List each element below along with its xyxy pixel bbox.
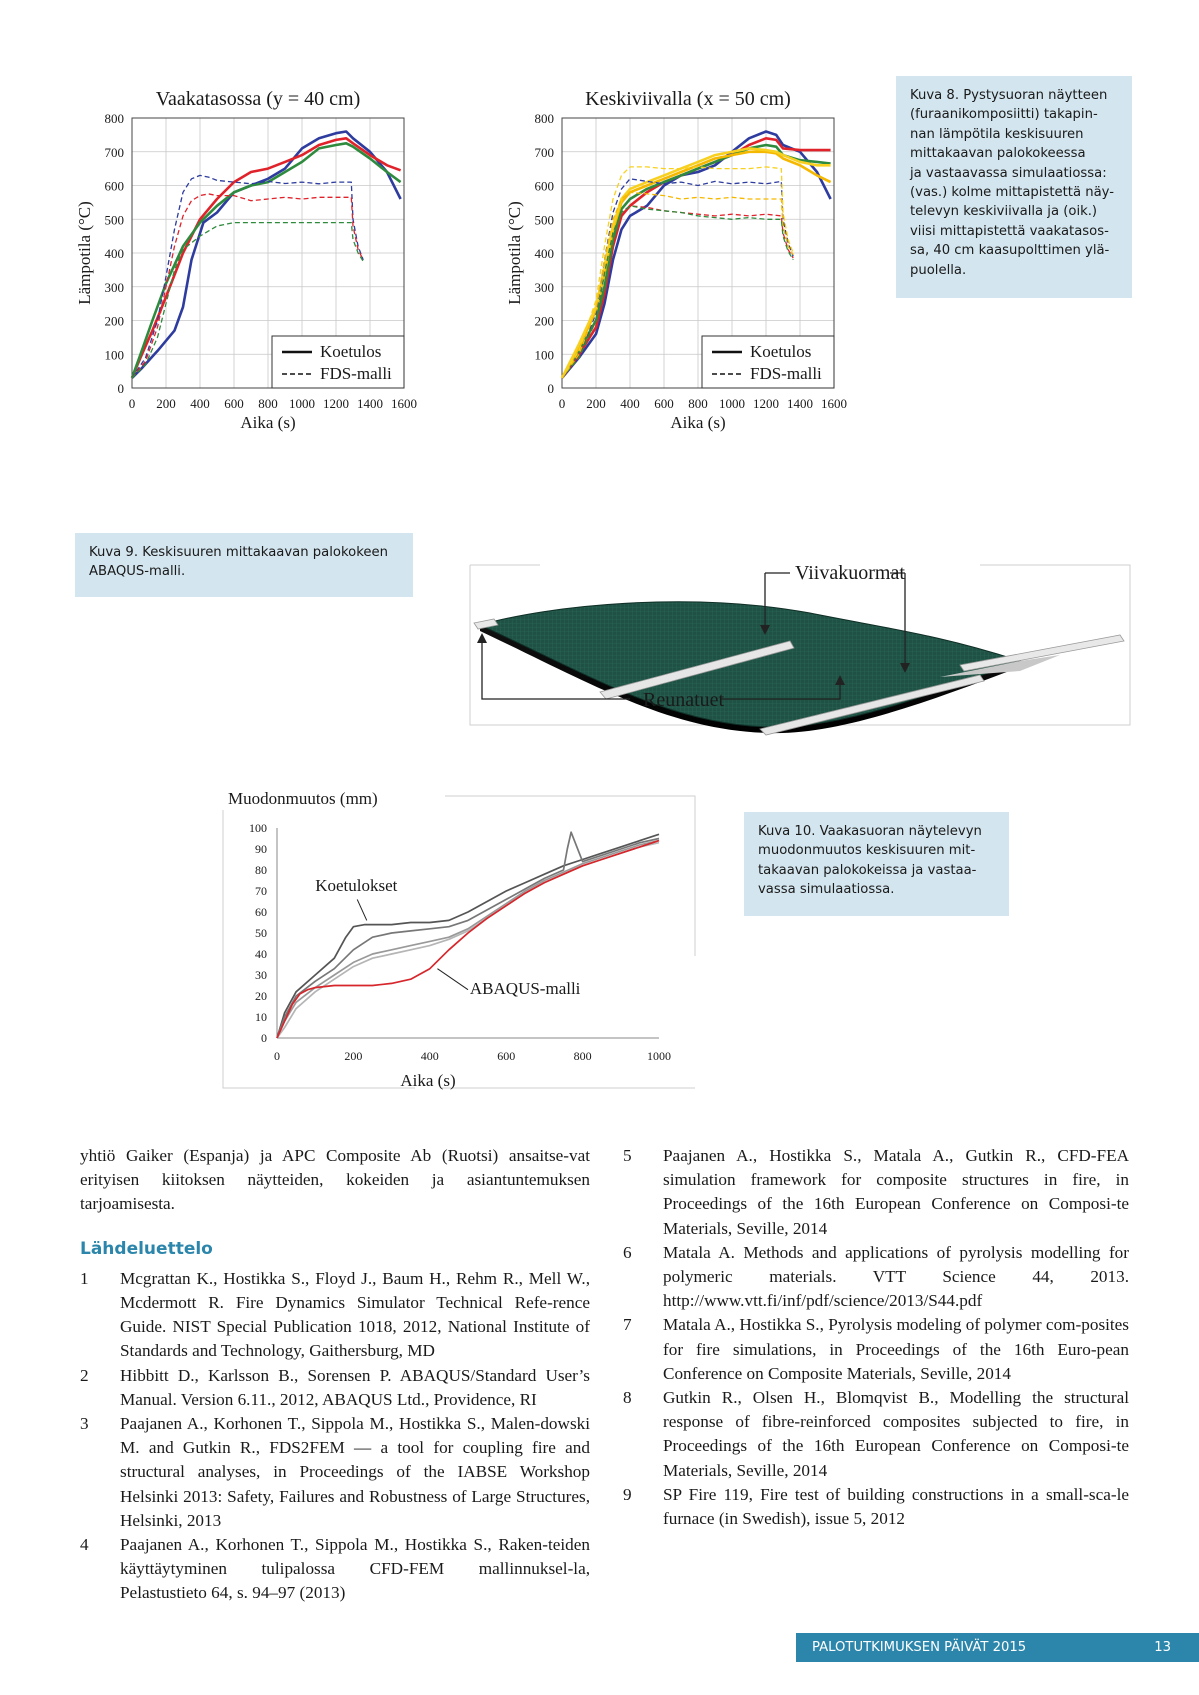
y-tick-label: 60 xyxy=(255,905,267,919)
deformation-series-line xyxy=(277,843,659,1038)
x-tick-label: 400 xyxy=(620,396,640,411)
x-tick-label: 800 xyxy=(573,1049,592,1063)
y-tick-label: 100 xyxy=(104,347,124,363)
x-tick-label: 1200 xyxy=(753,396,779,411)
x-tick-label: 600 xyxy=(224,396,244,411)
x-tick-label: 600 xyxy=(497,1049,516,1063)
y-tick-label: 500 xyxy=(534,212,554,228)
viivakuormat-label: Viivakuormat xyxy=(795,562,905,584)
legend-entry: Koetulos xyxy=(320,342,382,361)
caption-line: puolella. xyxy=(910,262,967,278)
y-axis-label: Lämpotila (°C) xyxy=(505,201,524,305)
references-heading: Lähdeluettelo xyxy=(80,1238,213,1259)
caption-line: nan lämpötila keskisuuren xyxy=(910,126,1084,142)
legend-entry: Koetulos xyxy=(750,342,812,361)
annotation-pointer xyxy=(357,899,367,920)
reference-number: 6 xyxy=(623,1242,632,1262)
legend-entry: FDS-malli xyxy=(750,364,822,383)
y-tick-label: 200 xyxy=(534,313,554,329)
caption-line: televyn keskiviivalla ja (oik.) xyxy=(910,204,1098,220)
chart-title: Keskiviivalla (x = 50 cm) xyxy=(585,88,791,110)
y-tick-label: 600 xyxy=(104,178,124,194)
reference-number: 3 xyxy=(80,1414,89,1434)
y-tick-label: 30 xyxy=(255,968,267,982)
reference-text: Paajanen A., Hostikka S., Matala A., Gutkin R., CFD-FEA simulation framework for composite structures in fire, in Proceedings of the 16th European Conference on Composi-te Materials, Seville, 2014 xyxy=(663,1146,1129,1238)
deformation-chart xyxy=(215,780,695,1110)
reference-number: 2 xyxy=(80,1365,89,1385)
reference-text: Matala A. Methods and applications of pyrolysis modelling for polymeric materials. VTT Science 44, 2013. http://www.vtt.fi/inf/pdf/science/2013/S44.pdf xyxy=(663,1242,1129,1311)
reference-item xyxy=(623,1483,1129,1531)
temperature-chart-horizontal xyxy=(70,78,450,473)
reference-item xyxy=(623,1313,1129,1386)
x-tick-label: 1000 xyxy=(719,396,745,411)
y-tick-label: 90 xyxy=(255,842,267,856)
x-tick-label: 0 xyxy=(274,1049,280,1063)
deformation-series-line xyxy=(277,832,659,1038)
annotation-abaqus: ABAQUS-malli xyxy=(469,978,581,998)
caption-line: Kuva 8. Pystysuoran näytteen xyxy=(910,88,1108,103)
chart-horizontal-svg xyxy=(70,78,450,473)
caption-line: mittakaavan palokokeessa xyxy=(910,146,1086,162)
reference-item xyxy=(80,1412,590,1533)
y-tick-label: 200 xyxy=(104,313,124,329)
deformation-chart-svg xyxy=(215,780,695,1110)
y-tick-label: 400 xyxy=(104,246,124,261)
y-axis-label: Lämpotila (°C) xyxy=(75,201,94,305)
x-axis-label: Aika (s) xyxy=(240,413,296,432)
y-tick-label: 80 xyxy=(255,863,267,877)
y-tick-label: 100 xyxy=(534,347,554,363)
temperature-chart-centerline xyxy=(500,78,880,473)
y-tick-label: 800 xyxy=(104,111,124,126)
y-tick-label: 20 xyxy=(255,989,267,1003)
reference-item xyxy=(80,1533,590,1606)
y-tick-label: 700 xyxy=(104,144,124,160)
reference-text: Hibbitt D., Karlsson B., Sorensen P. ABAQUS/Standard User’s Manual. Version 6.11., 2012, ABAQUS Ltd., Providence, RI xyxy=(120,1365,590,1409)
x-axis-label: Aika (s) xyxy=(670,413,726,432)
right-column xyxy=(623,1144,1129,1531)
x-tick-label: 400 xyxy=(420,1049,439,1063)
y-tick-label: 0 xyxy=(117,381,124,396)
caption-line: sa, 40 cm kaasupolttimen ylä- xyxy=(910,243,1110,259)
reference-number: 4 xyxy=(80,1535,89,1555)
y-tick-label: 800 xyxy=(534,111,554,126)
y-tick-label: 50 xyxy=(255,926,267,940)
y-tick-label: 700 xyxy=(534,144,554,160)
x-tick-label: 800 xyxy=(258,396,278,411)
reference-number: 5 xyxy=(623,1146,632,1165)
reference-number: 8 xyxy=(623,1388,632,1408)
reference-number: 9 xyxy=(623,1484,632,1504)
x-tick-label: 1600 xyxy=(821,396,847,411)
y-tick-label: 300 xyxy=(534,279,554,295)
reunatuet-label: Reunatuet xyxy=(643,689,725,711)
reference-number: 7 xyxy=(623,1315,632,1335)
footer-title: PALOTUTKIMUKSEN PÄIVÄT 2015 xyxy=(812,1640,1027,1655)
figure8-caption xyxy=(896,76,1132,298)
reference-text: SP Fire 119, Fire test of building constructions in a small-sca-le furnace (in Swedish), issue 5, 2012 xyxy=(663,1484,1129,1529)
abaqus-model-figure xyxy=(460,555,1140,780)
caption-line: vassa simulaatiossa. xyxy=(758,882,895,898)
caption-line: ABAQUS-malli. xyxy=(89,564,186,580)
y-tick-label: 0 xyxy=(547,381,554,396)
left-column xyxy=(80,1144,590,1606)
x-tick-label: 0 xyxy=(558,396,566,411)
reference-item xyxy=(80,1364,590,1412)
intro-paragraph: yhtiö Gaiker (Espanja) ja APC Composite Ab (Ruotsi) ansaitse-vat erityisen kiitoksen näytteiden, kokeiden ja asiantuntemuksen tarjoamisesta. xyxy=(80,1146,590,1214)
x-tick-label: 800 xyxy=(688,396,708,411)
y-tick-label: 400 xyxy=(534,246,554,261)
y-tick-label: 0 xyxy=(261,1031,267,1045)
x-tick-label: 1000 xyxy=(289,396,315,411)
caption-line: ja vastaavassa simulaatiossa: xyxy=(910,165,1107,181)
y-tick-label: 100 xyxy=(249,821,267,835)
reference-text: Paajanen A., Korhonen T., Sippola M., Hostikka S., Raken-teiden käyttäytyminen tulipalossa CFD-FEM mallinnuksel-la, Pelastustieto 64, s. 94–97 (2013) xyxy=(120,1535,590,1603)
annotation-koetulokset: Koetulokset xyxy=(315,876,398,895)
reference-number: 1 xyxy=(80,1268,89,1288)
y-tick-label: 300 xyxy=(104,279,124,295)
reference-item xyxy=(80,1267,590,1364)
reference-text: Gutkin R., Olsen H., Blomqvist B., Modelling the structural response of fibre-reinforced composites subjected to fire, in Proceedings of the 16th European Conference on Composi-te Materials, Seville, 2014 xyxy=(663,1388,1129,1480)
deformation-series-line xyxy=(277,841,659,1038)
figure9-caption xyxy=(75,533,413,597)
x-tick-label: 1000 xyxy=(647,1049,671,1063)
y-tick-label: 10 xyxy=(255,1010,267,1024)
x-tick-label: 200 xyxy=(156,396,176,411)
page-number: 13 xyxy=(1154,1640,1171,1655)
chart-centerline-svg xyxy=(500,78,880,473)
reference-text: Paajanen A., Korhonen T., Sippola M., Hostikka S., Malen-dowski M. and Gutkin R., FDS2FEM — a tool for coupling fire and structural analyses, in Proceedings of the IABSE Workshop Helsinki 2013: Safety, Failures and Robustness of Large Structures, Helsinki, 2013 xyxy=(120,1414,590,1530)
y-tick-label: 70 xyxy=(255,884,267,898)
deformation-series-line xyxy=(277,841,659,1038)
x-tick-label: 1200 xyxy=(323,396,349,411)
caption-line: (vas.) kolme mittapistettä näy- xyxy=(910,185,1114,201)
deformation-series-line xyxy=(277,834,659,1038)
caption-line: (furaanikomposiitti) takapin- xyxy=(910,107,1098,123)
y-tick-label: 500 xyxy=(104,212,124,228)
x-tick-label: 400 xyxy=(190,396,210,411)
chart-title: Vaakatasossa (y = 40 cm) xyxy=(155,88,361,110)
caption-line: Kuva 9. Keskisuuren mittakaavan palokokeen xyxy=(89,545,388,560)
x-tick-label: 200 xyxy=(344,1049,363,1063)
reference-text: Mcgrattan K., Hostikka S., Floyd J., Baum H., Rehm R., Mell W., Mcdermott R. Fire Dynamics Simulator Technical Refe-rence Guide. NIST Special Publication 1018, 2012, National Institute of Standards and Technology, Gaithersburg, MD xyxy=(120,1268,590,1361)
x-tick-label: 600 xyxy=(654,396,674,411)
reference-item xyxy=(623,1386,1129,1483)
y-tick-label: 40 xyxy=(255,947,267,961)
legend-entry: FDS-malli xyxy=(320,364,392,383)
y-tick-label: 600 xyxy=(534,178,554,194)
figure10-caption xyxy=(744,812,1009,916)
reference-item xyxy=(623,1144,1129,1241)
x-axis-label: Aika (s) xyxy=(400,1071,456,1090)
x-tick-label: 0 xyxy=(128,396,136,411)
annotation-pointer xyxy=(437,969,468,990)
x-tick-label: 1400 xyxy=(787,396,813,411)
caption-line: viisi mittapistettä vaakatasos- xyxy=(910,223,1109,239)
x-tick-label: 200 xyxy=(586,396,606,411)
page-footer xyxy=(796,1633,1199,1662)
x-tick-label: 1600 xyxy=(391,396,417,411)
reference-item xyxy=(623,1241,1129,1314)
caption-line: Kuva 10. Vaakasuoran näytelevyn xyxy=(758,824,982,839)
abaqus-model-svg xyxy=(460,555,1140,780)
y-axis-label: Muodonmuutos (mm) xyxy=(228,789,378,808)
caption-line: muodonmuutos keskisuuren mit- xyxy=(758,843,976,859)
caption-line: takaavan palokokeissa ja vastaa- xyxy=(758,862,977,878)
x-tick-label: 1400 xyxy=(357,396,383,411)
reference-text: Matala A., Hostikka S., Pyrolysis modeling of polymer com-posites for fire simulations, in Proceedings of the 16th Euro-pean Conference on Composite Materials, Seville, 2014 xyxy=(663,1315,1129,1383)
